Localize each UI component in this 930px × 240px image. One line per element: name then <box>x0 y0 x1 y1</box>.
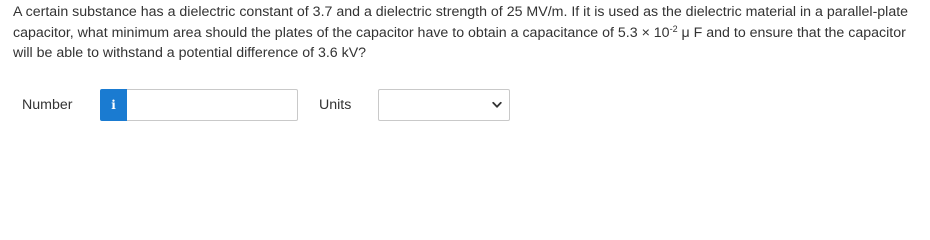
info-icon: i <box>111 98 116 112</box>
number-label: Number <box>22 97 73 113</box>
answer-row <box>0 89 930 121</box>
question-text-part2: μ F and to ensure that the capacitor will be able to withstand a potential difference of 3.6 kV? <box>13 24 906 61</box>
question-text-part1: A certain substance has a dielectric constant of 3.7 and a dielectric strength of 25 MV/m. If it is used as the dielectric material in a parallel-plate capacitor, what minimum area should the plates of the capacitor have to obtain a capacitance of 5.3 × 10 <box>13 4 909 41</box>
info-button[interactable] <box>100 89 127 121</box>
question-exponent: -2 <box>669 23 678 34</box>
units-select[interactable] <box>378 89 510 121</box>
units-label: Units <box>319 97 352 113</box>
chevron-down-icon <box>492 101 502 109</box>
question-text <box>13 2 918 64</box>
number-input[interactable] <box>127 89 298 121</box>
